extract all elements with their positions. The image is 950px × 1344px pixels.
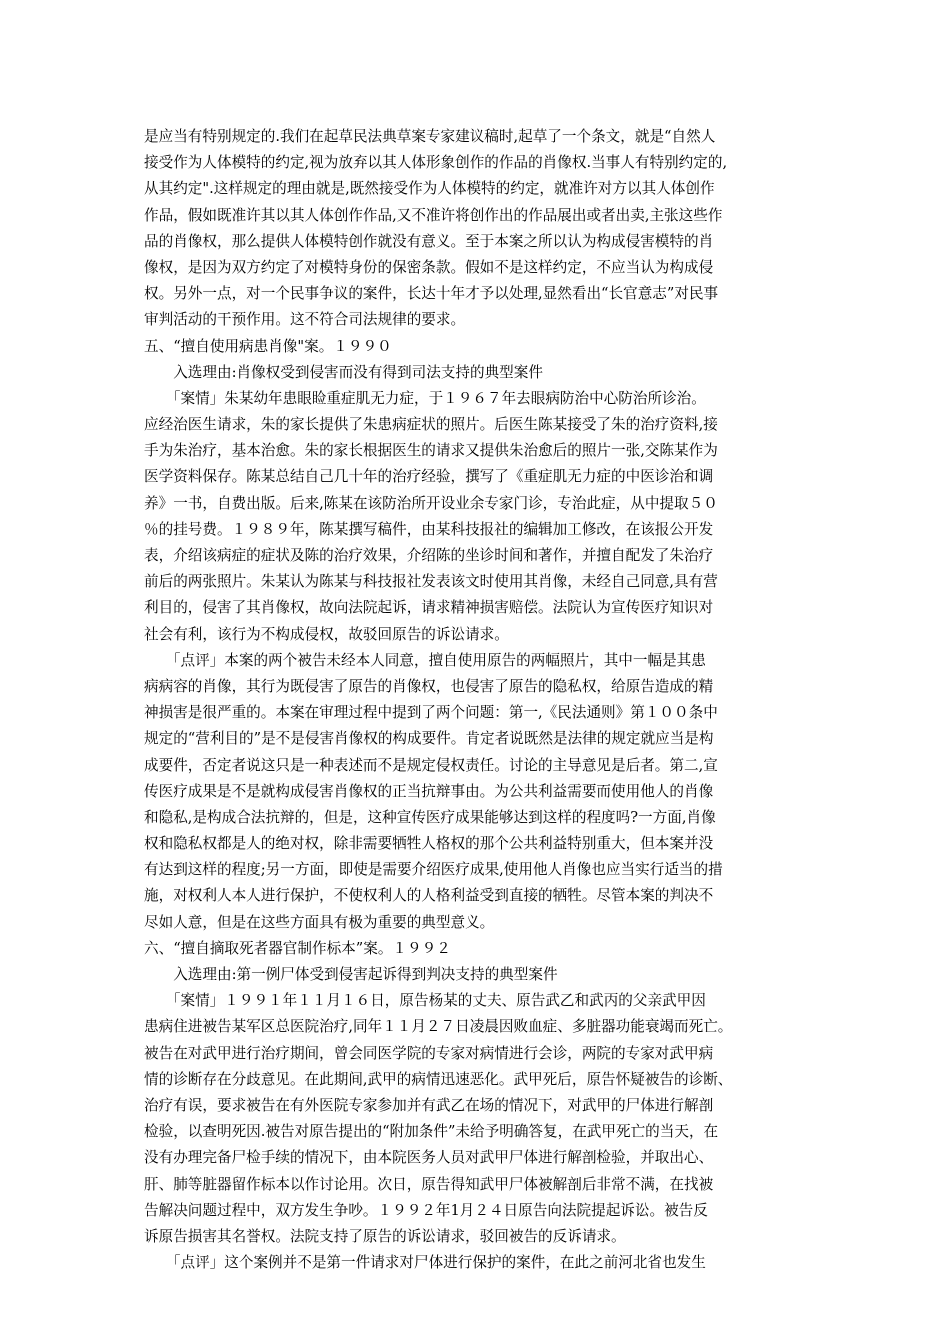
text-line: 患病住进被告某军区总医院治疗,同年１１月２７日凌晨因败血症、多脏器功能衰竭而死亡。 [144,1018,733,1036]
text-line: 和隐私,是构成合法抗辩的，但是，这种宣传医疗成果能够达到这样的程度吗?一方面,肖像 [144,808,716,826]
text-line: ％的挂号费。１９８９年，陈某撰写稿件，由某科技报社的编辑加工修改，在该报公开发 [144,520,714,538]
text-line: 治疗有误，要求被告在有外医院专家参加并有武乙在场的情况下，对武甲的尸体进行解剖 [144,1096,714,1114]
text-line: 「案情」１９９１年１１月１６日，原告杨某的丈夫、原告武乙和武丙的父亲武甲因 [144,992,706,1010]
text-line: 医学资料保存。陈某总结自己几十年的治疗经验，撰写了《重症肌无力症的中医诊治和调 [144,468,714,486]
text-line: 手为朱治疗，基本治愈。朱的家长根据医生的请求又提供朱治愈后的照片一张,交陈某作为 [144,442,718,460]
text-line: 是应当有特别规定的.我们在起草民法典草案专家建议稿时,起草了一个条文，就是“自然人 [144,128,716,145]
text-line: 「点评」本案的两个被告未经本人同意，擅自使用原告的两幅照片，其中一幅是其患 [144,651,706,669]
text-line: 接受作为人体模特的约定,视为放弃以其人体形象创作的作品的肖像权.当事人有特别约定的, [144,154,728,172]
text-line: 权和隐私权都是人的绝对权，除非需要牺牲人格权的那个公共利益特别重大，但本案并没 [144,835,714,853]
text-line: 品的肖像权，那么提供人体模特创作就没有意义。至于本案之所以认为构成侵害模特的肖 [144,232,714,250]
text-line: 诉原告损害其名誉权。法院支持了原告的诉讼请求，驳回被告的反诉请求。 [144,1227,626,1245]
text-line: 养》一书，自费出版。后来,陈某在该防治所开设业余专家门诊，专治此症，从中提取５０ [144,494,718,512]
text-line: 作品，假如既准许其以其人体创作作品,又不准许将创作出的作品展出或者出卖,主张这些作 [144,206,723,224]
text-line: 前后的两张照片。朱某认为陈某与科技报社发表该文时使用其肖像，未经自己同意,具有营 [144,573,718,591]
text-line: 「案情」朱某幼年患眼睑重症肌无力症，于１９６７年去眼病防治中心防治所诊治。 [144,389,706,407]
text-line: 应经治医生请求，朱的家长提供了朱患病症状的照片。后医生陈某接受了朱的治疗资料,接 [144,416,718,434]
text-line: 从其约定".这样规定的理由就是,既然接受作为人体模特的约定，就准许对方以其人体创作 [144,180,715,198]
text-line: 入选理由:第一例尸体受到侵害起诉得到判决支持的典型案件 [144,966,558,983]
text-line: 告解决问题过程中，双方发生争吵。１９９２年1月２４日原告向法院提起诉讼。被告反 [144,1201,708,1219]
text-line: 权。另外一点，对一个民事争议的案件，长达十年才予以处理,显然看出“长官意志”对民事 [144,285,719,303]
text-line: 成要件，否定者说这只是一种表述而不是规定侵权责任。讨论的主导意见是后者。第二,宣 [144,756,718,774]
text-line: 「点评」这个案例并不是第一件请求对尸体进行保护的案件，在此之前河北省也发生 [144,1254,706,1272]
text-line: 规定的“营利目的”是不是侵害肖像权的构成要件。肯定者说既然是法律的规定就应当是构 [144,730,714,748]
text-line: 入选理由:肖像权受到侵害而没有得到司法支持的典型案件 [144,363,543,381]
text-line: 五、“擅自使用病患肖像"案。１９９０ [144,337,392,355]
text-line: 尽如人意，但是在这些方面具有极为重要的典型意义。 [144,913,495,931]
text-line: 肝、肺等脏器留作标本以作讨论用。次日，原告得知武甲尸体被解剖后非常不满，在找被 [144,1175,714,1193]
document-text [144,124,810,1276]
text-line: 施，对权利人本人进行保护，不使权利人的人格利益受到直接的牺牲。尽管本案的判决不 [144,887,714,905]
text-line: 被告在对武甲进行治疗期间，曾会同医学院的专家对病情进行会诊，两院的专家对武甲病 [144,1044,714,1062]
text-line: 神损害是很严重的。本案在审理过程中提到了两个问题：第一,《民法通则》第１００条中 [144,704,718,722]
text-line: 表，介绍该病症的症状及陈的治疗效果，介绍陈的坐诊时间和著作，并擅自配发了朱治疗 [144,547,714,564]
text-line: 像权，是因为双方约定了对模特身份的保密条款。假如不是这样约定，不应当认为构成侵 [144,258,714,276]
text-line: 有达到这样的程度;另一方面，即使是需要介绍医疗成果,使用他人肖像也应当实行适当的措 [144,861,723,879]
text-line: 检验，以查明死因.被告对原告提出的“附加条件”未给予明确答复，在武甲死亡的当天，在 [144,1123,719,1141]
text-line: 情的诊断存在分歧意见。在此期间,武甲的病情迅速恶化。武甲死后，原告怀疑被告的诊断、 [144,1070,733,1088]
text-line: 利目的，侵害了其肖像权，故向法院起诉，请求精神损害赔偿。法院认为宣传医疗知识对 [144,599,714,617]
text-line: 社会有利，该行为不构成侵权，故驳回原告的诉讼请求。 [144,625,509,643]
text-line: 传医疗成果是不是就构成侵害肖像权的正当抗辩事由。为公共利益需要而使用他人的肖像 [144,782,714,800]
text-line: 没有办理完备尸检手续的情况下，由本院医务人员对武甲尸体进行解剖检验，并取出心、 [144,1149,714,1167]
text-line: 病病容的肖像，其行为既侵害了原告的肖像权，也侵害了原告的隐私权，给原告造成的精 [144,677,714,695]
text-line: 审判活动的干预作用。这不符合司法规律的要求。 [144,311,466,329]
text-line: 六、“擅自摘取死者器官制作标本”案。１９９２ [144,939,451,957]
